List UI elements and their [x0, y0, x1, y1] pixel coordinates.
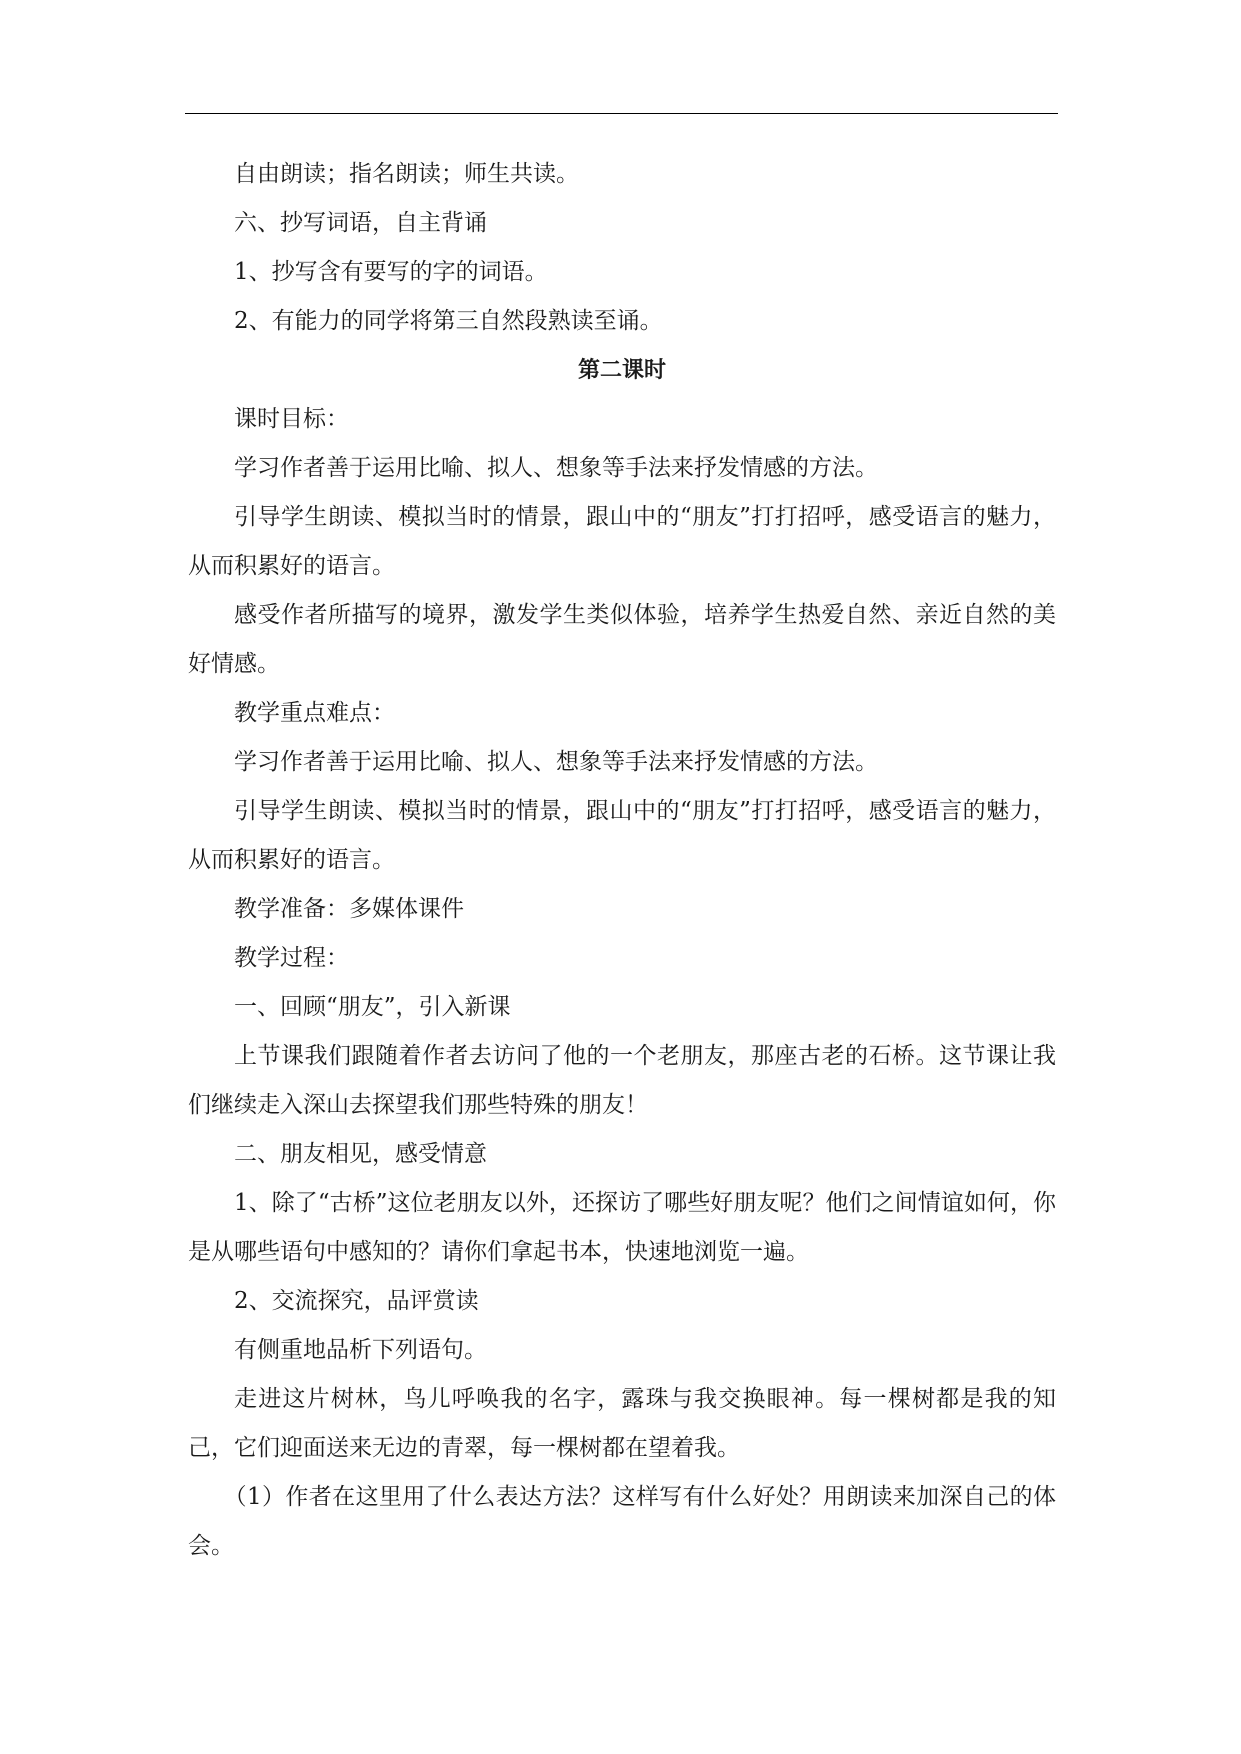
paragraph-lesson-goals-label: 课时目标： — [234, 406, 349, 432]
paragraph-goal-1: 学习作者善于运用比喻、拟人、想象等手法来抒发情感的方法。 — [234, 455, 878, 481]
paragraph-question-1: 1、除了“古桥”这位老朋友以外，还探访了哪些好朋友呢？他们之间情谊如何，你是从哪些语句中感知的？请你们拿起书本，快速地浏览一遍。 — [188, 1190, 1056, 1265]
header-rule — [185, 113, 1058, 114]
paragraph-exploration: 2、交流探究，品评赏读 — [234, 1288, 479, 1314]
paragraph-process-label: 教学过程： — [234, 945, 349, 971]
paragraph-key-points-label: 教学重点难点： — [234, 700, 395, 726]
paragraph-intro: 上节课我们跟随着作者去访问了他的一个老朋友，那座古老的石桥。这节课让我们继续走入深山去探望我们那些特殊的朋友！ — [188, 1043, 1056, 1118]
paragraph-copy-words: 1、抄写含有要写的字的词语。 — [234, 259, 548, 285]
paragraph-analysis-note: 有侧重地品析下列语句。 — [234, 1337, 487, 1363]
paragraph-goal-2: 引导学生朗读、模拟当时的情景，跟山中的“朋友”打打招呼，感受语言的魅力，从而积累好的语言。 — [188, 504, 1056, 579]
paragraph-question-expression: （1）作者在这里用了什么表达方法？这样写有什么好处？用朗读来加深自己的体会。 — [188, 1484, 1056, 1559]
document-body — [188, 150, 1056, 1571]
paragraph-preparation: 教学准备：多媒体课件 — [234, 896, 464, 922]
paragraph-goal-3: 感受作者所描写的境界，激发学生类似体验，培养学生热爱自然、亲近自然的美好情感。 — [188, 602, 1056, 677]
paragraph-step-two: 二、朋友相见，感受情意 — [234, 1141, 487, 1167]
paragraph-step-six: 六、抄写词语，自主背诵 — [234, 210, 487, 236]
section-heading-second-lesson: 第二课时 — [577, 358, 666, 383]
paragraph-quote-forest: 走进这片树林，鸟儿呼唤我的名字，露珠与我交换眼神。每一棵树都是我的知己，它们迎面送来无边的青翠，每一棵树都在望着我。 — [188, 1386, 1056, 1461]
paragraph-step-one: 一、回顾“朋友”，引入新课 — [234, 994, 511, 1020]
paragraph-key-point-2: 引导学生朗读、模拟当时的情景，跟山中的“朋友”打打招呼，感受语言的魅力，从而积累好的语言。 — [188, 798, 1056, 873]
paragraph-reading-modes: 自由朗读；指名朗读；师生共读。 — [234, 161, 579, 187]
paragraph-key-point-1: 学习作者善于运用比喻、拟人、想象等手法来抒发情感的方法。 — [234, 749, 878, 775]
paragraph-recite: 2、有能力的同学将第三自然段熟读至诵。 — [234, 308, 663, 334]
